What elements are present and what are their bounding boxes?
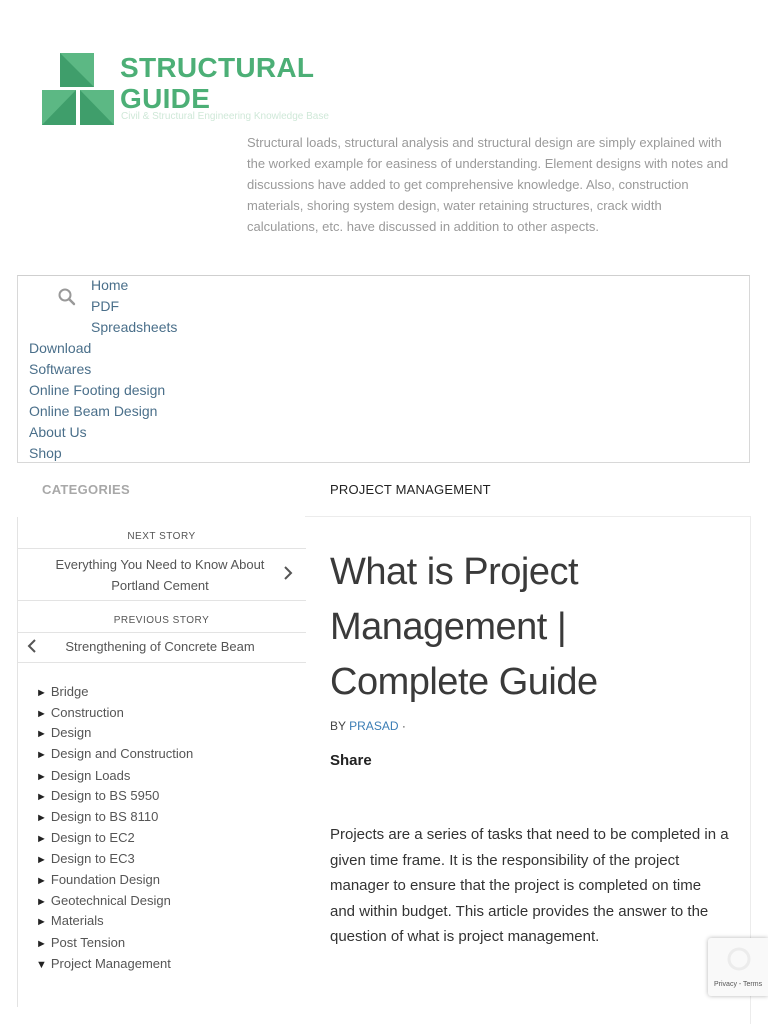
category-foundation-design[interactable] <box>36 871 160 890</box>
nav-shop[interactable]: Shop <box>29 445 62 461</box>
recaptcha-icon <box>726 946 752 972</box>
expand-arrow-icon: ► <box>36 875 47 887</box>
previous-story-label: PREVIOUS STORY <box>113 615 210 626</box>
category-label: Design to BS 5950 <box>50 788 160 803</box>
logo-tagline: Civil & Structural Engineering Knowledge Base <box>121 111 329 122</box>
category-materials[interactable] <box>36 912 104 931</box>
expand-arrow-icon: ► <box>36 916 47 928</box>
category-label: Project Management <box>50 956 171 971</box>
category-design[interactable] <box>36 724 91 743</box>
previous-story-link[interactable]: Strengthening of Concrete Beam <box>65 639 255 654</box>
category-label: Geotechnical Design <box>50 893 171 908</box>
categories-heading: CATEGORIES <box>42 482 130 497</box>
expand-arrow-icon: ► <box>36 896 47 908</box>
category-label: Design to EC3 <box>50 851 135 866</box>
category-design-and-construction[interactable] <box>36 745 193 764</box>
byline-separator: · <box>398 719 406 733</box>
chevron-right-icon[interactable] <box>282 565 294 581</box>
expand-arrow-icon: ► <box>36 687 47 699</box>
next-story-label: NEXT STORY <box>127 531 196 542</box>
category-design-to-ec3[interactable] <box>36 850 135 869</box>
category-label: Foundation Design <box>50 872 161 887</box>
recaptcha-privacy-terms[interactable]: Privacy - Terms <box>714 981 763 988</box>
chevron-left-icon[interactable] <box>26 638 38 654</box>
category-construction[interactable] <box>36 704 124 723</box>
category-bridge[interactable] <box>36 683 88 702</box>
nav-online-footing-design[interactable]: Online Footing design <box>29 382 166 398</box>
recaptcha-badge[interactable] <box>708 938 768 996</box>
category-geotechnical-design[interactable] <box>36 892 171 911</box>
nav-spreadsheets[interactable]: Spreadsheets <box>91 319 178 335</box>
logo-line-2: GUIDE <box>120 83 211 114</box>
article-intro-paragraph: Projects are a series of tasks that need to be completed in a given time frame. It is the responsibility of the project manager to ensure that the project is completed on time and within budget. This article provides the answer to the question of what is project management. <box>330 826 729 946</box>
article-byline <box>330 719 406 733</box>
expand-arrow-icon: ► <box>36 812 47 824</box>
category-label: Post Tension <box>50 935 126 950</box>
category-label: Design Loads <box>50 768 131 783</box>
collapse-arrow-icon: ▼ <box>36 959 47 971</box>
nav-pdf[interactable]: PDF <box>91 298 119 314</box>
nav-download[interactable]: Download <box>29 340 92 356</box>
divider <box>17 548 306 549</box>
article-title: What is Project Management | Complete Guide <box>330 551 598 703</box>
category-label: Bridge <box>50 684 89 699</box>
category-project-management[interactable] <box>36 955 171 974</box>
category-label: Design <box>50 725 92 740</box>
nav-home[interactable]: Home <box>91 277 129 293</box>
site-description: Structural loads, structural analysis and structural design are simply explained with the worked example for easiness of understanding. Element designs with notes and discussions have added to get comprehensive knowledge. Also, construction materials, shoring system design, water retaining structures, crack width calculations, etc. have discussed in addition to other aspects. <box>247 135 729 234</box>
search-icon[interactable] <box>57 287 77 307</box>
nav-softwares[interactable]: Softwares <box>29 361 92 377</box>
divider <box>17 662 306 663</box>
logo-line-1: STRUCTURAL <box>120 52 315 83</box>
expand-arrow-icon: ► <box>36 791 47 803</box>
expand-arrow-icon: ► <box>36 938 47 950</box>
main-navigation <box>17 275 750 463</box>
category-design-loads[interactable] <box>36 767 130 786</box>
category-design-to-bs-8110[interactable] <box>36 808 158 827</box>
article-category-link[interactable]: PROJECT MANAGEMENT <box>330 482 491 497</box>
nav-about-us[interactable]: About Us <box>29 424 87 440</box>
expand-arrow-icon: ► <box>36 771 47 783</box>
category-label: Design to BS 8110 <box>50 809 159 824</box>
divider <box>17 632 306 633</box>
category-design-to-ec2[interactable] <box>36 829 135 848</box>
category-label: Materials <box>50 913 104 928</box>
category-label: Design and Construction <box>50 746 194 761</box>
category-label: Construction <box>50 705 124 720</box>
nav-online-beam-design[interactable]: Online Beam Design <box>29 403 158 419</box>
expand-arrow-icon: ► <box>36 728 47 740</box>
category-design-to-bs-5950[interactable] <box>36 787 159 806</box>
category-post-tension[interactable] <box>36 934 125 953</box>
logo-icon[interactable] <box>42 53 114 125</box>
category-label: Design to EC2 <box>50 830 135 845</box>
divider <box>17 600 306 601</box>
next-story-link[interactable]: Everything You Need to Know About Portland Cement <box>55 557 265 593</box>
byline-by: BY <box>330 719 346 733</box>
expand-arrow-icon: ► <box>36 708 47 720</box>
expand-arrow-icon: ► <box>36 833 47 845</box>
author-link[interactable]: PRASAD <box>349 719 399 733</box>
expand-arrow-icon: ► <box>36 854 47 866</box>
site-logo-text[interactable] <box>120 52 314 114</box>
share-label: Share <box>330 752 372 769</box>
expand-arrow-icon: ► <box>36 749 47 761</box>
